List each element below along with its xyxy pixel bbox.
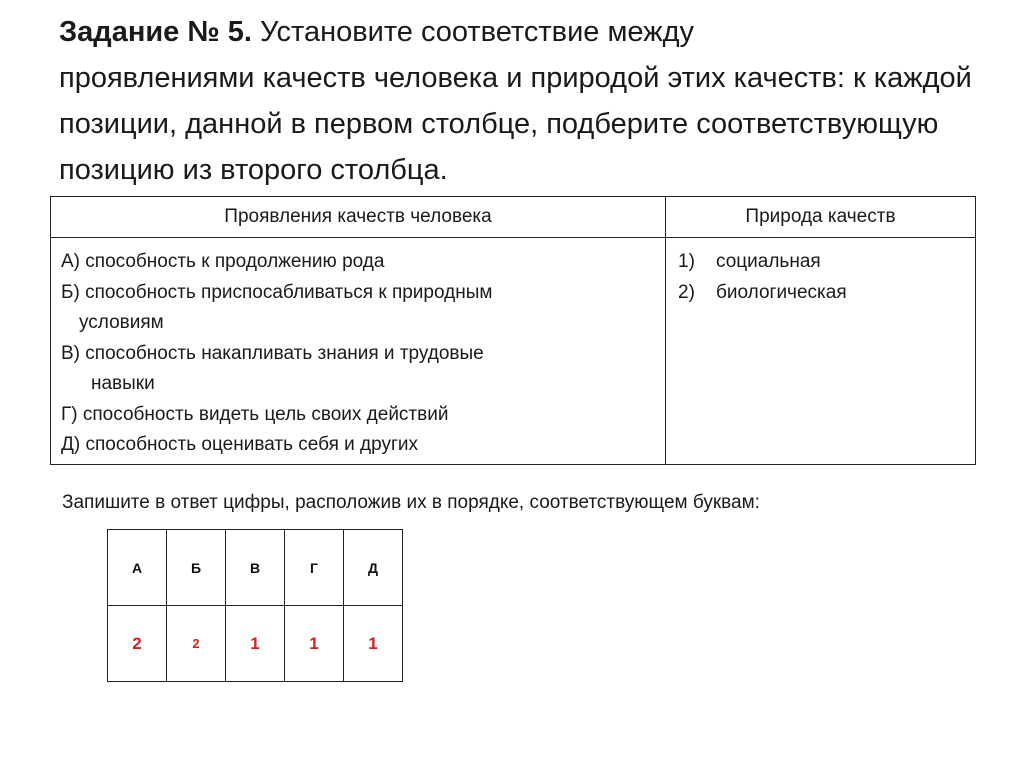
left-column-cell	[51, 238, 666, 465]
answer-value-b[interactable]: 2	[167, 606, 226, 682]
left-item-d-text: Д) способность оценивать себя и других	[61, 434, 419, 455]
left-item-a	[61, 247, 655, 278]
answer-value-v[interactable]: 1	[226, 606, 285, 682]
answer-instruction: Запишите в ответ цифры, расположив их в порядке, соответствующем буквам:	[62, 492, 760, 513]
task-title	[59, 9, 979, 193]
matching-table-header-row	[51, 197, 976, 238]
answer-letter-g: Г	[285, 530, 344, 606]
answer-table	[107, 529, 403, 682]
left-item-g-text: Г) способность видеть цель своих действий	[61, 403, 449, 425]
answer-letter-v: В	[226, 530, 285, 606]
task-title-first-line	[59, 9, 979, 55]
right-item-2-number: 2)	[678, 281, 695, 303]
left-item-b-continuation: условиям	[79, 312, 164, 333]
right-item-1-text: социальная	[716, 251, 821, 272]
left-item-a-text: А) способность к продолжению рода	[61, 251, 385, 272]
left-item-g	[61, 400, 655, 431]
right-item-2	[676, 278, 965, 309]
right-item-2-text: биологическая	[716, 281, 847, 303]
left-item-d	[61, 430, 655, 461]
answer-letters-row	[108, 530, 403, 606]
right-item-1	[676, 247, 965, 278]
right-column-cell	[666, 238, 976, 465]
left-item-b	[61, 278, 655, 339]
answer-value-a[interactable]: 2	[108, 606, 167, 682]
matching-table-body-row	[51, 238, 976, 465]
answer-letter-b: Б	[167, 530, 226, 606]
task-label: Задание № 5.	[59, 16, 252, 48]
header-qualities-manifestation: Проявления качеств человека	[51, 197, 666, 238]
answer-values-row	[108, 606, 403, 682]
left-item-v-continuation: навыки	[91, 373, 155, 394]
header-qualities-nature: Природа качеств	[666, 197, 976, 238]
right-item-1-number: 1)	[678, 251, 695, 272]
task-text-rest: проявлениями качеств человека и природой этих качеств: к каждой позиции, данной в первом столбце, подберите соответствующую позицию из второго столбца.	[59, 62, 972, 186]
answer-value-d[interactable]: 1	[344, 606, 403, 682]
answer-value-g[interactable]: 1	[285, 606, 344, 682]
left-item-b-text: Б) способность приспосабливаться к природным	[61, 281, 493, 303]
left-item-v	[61, 339, 655, 400]
matching-table	[50, 196, 976, 465]
answer-letter-a: А	[108, 530, 167, 606]
answer-letter-d: Д	[344, 530, 403, 606]
task-text-line1: Установите соответствие между	[260, 16, 695, 48]
left-item-v-text: В) способность накапливать знания и трудовые	[61, 342, 484, 364]
